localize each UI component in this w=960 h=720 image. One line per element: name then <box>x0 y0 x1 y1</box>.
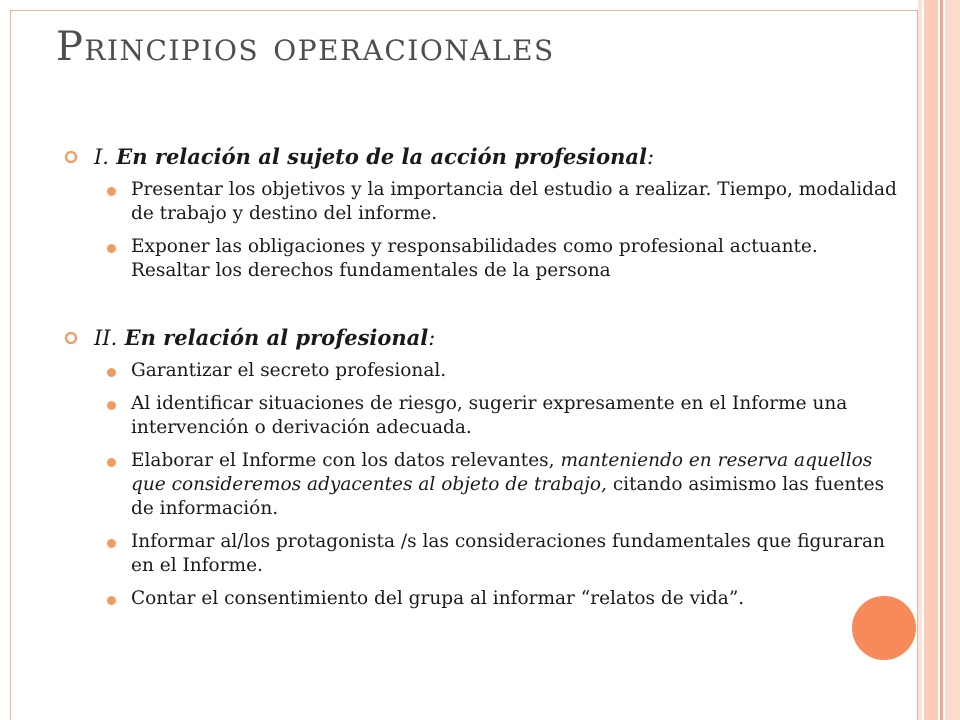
section-title: En relación al sujeto de la acción profesional <box>116 144 648 169</box>
section-heading <box>62 323 902 353</box>
list-item <box>62 392 902 440</box>
dot-bullet-icon <box>107 539 116 548</box>
item-list <box>62 359 902 611</box>
item-text: Informar al/los protagonista /s las consideraciones fundamentales que figuraran en el Informe. <box>131 531 885 576</box>
section-number: II. <box>94 326 118 350</box>
section-heading <box>62 142 902 172</box>
slide-content <box>62 142 902 620</box>
dot-bullet-icon <box>107 368 116 377</box>
list-item <box>62 530 902 578</box>
item-text: citando asimismo las fuentes de información. <box>131 474 885 519</box>
item-text: Garantizar el secreto profesional. <box>131 360 447 381</box>
decorative-stripes <box>918 0 960 720</box>
item-text: Contar el consentimiento del grupa al informar “relatos de vida”. <box>131 588 745 609</box>
dot-bullet-icon <box>107 187 116 196</box>
item-text: Al identificar situaciones de riesgo, sugerir expresamente en el Informe una intervención o derivación adecuada. <box>131 393 848 438</box>
slide-title: Principios operacionales <box>56 24 555 70</box>
section-2 <box>62 323 902 611</box>
section-1 <box>62 142 902 283</box>
ring-bullet-icon <box>64 331 78 345</box>
section-colon: : <box>428 326 436 350</box>
item-text: Elaborar el Informe con los datos relevantes, <box>131 450 561 471</box>
section-colon: : <box>647 145 655 169</box>
section-title: En relación al profesional <box>124 325 429 350</box>
item-text-italic: manteniendo en reserva aquellos que consideremos adyacentes al objeto de trabajo, <box>131 450 873 495</box>
list-item <box>62 178 902 226</box>
item-text: Exponer las obligaciones y responsabilidades como profesional actuante. Resaltar los derechos fundamentales de la persona <box>131 236 818 281</box>
dot-bullet-icon <box>107 401 116 410</box>
list-item <box>62 449 902 521</box>
decorative-circle <box>852 596 916 660</box>
item-list <box>62 178 902 283</box>
dot-bullet-icon <box>107 244 116 253</box>
list-item <box>62 235 902 283</box>
item-text: Presentar los objetivos y la importancia del estudio a realizar. Tiempo, modalidad de trabajo y destino del informe. <box>131 179 897 224</box>
dot-bullet-icon <box>107 458 116 467</box>
ring-bullet-icon <box>64 150 78 164</box>
list-item <box>62 587 902 611</box>
list-item <box>62 359 902 383</box>
dot-bullet-icon <box>107 596 116 605</box>
section-number: I. <box>94 145 109 169</box>
